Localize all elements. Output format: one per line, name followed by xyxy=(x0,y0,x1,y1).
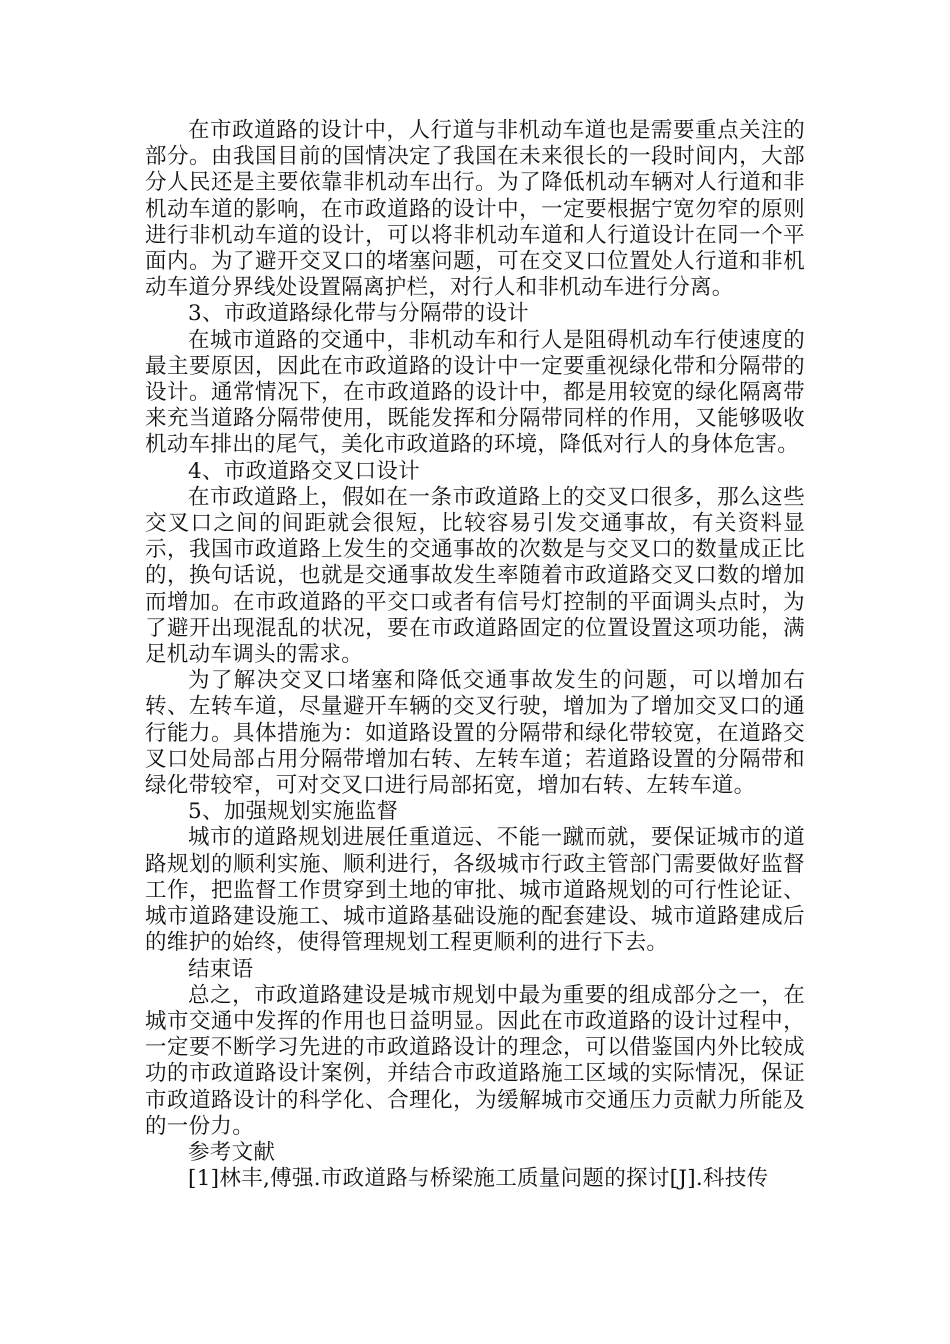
section-heading-intersection: 4、市政道路交叉口设计 xyxy=(188,458,420,484)
paragraph-intersection-accidents: 在市政道路上，假如在一条市政道路上的交叉口很多，那么这些交叉口之间的间距就会很短，比较容易引发交通事故，有关资料显示，我国市政道路上发生的交通事故的次数是与交叉口的数量成正比的，换句话说，也就是交通事故发生率随着市政道路交叉口数的增加而增加。在市政道路的平交口或者有信号灯控制的平面调头点时，为了避开出现混乱的状况，要在市政道路固定的位置设置这项功能，满足机动车调头的需求。 xyxy=(145,484,805,668)
paragraph-greenbelt-design: 在城市道路的交通中，非机动车和行人是阻碍机动车行使速度的最主要原因，因此在市政道路的设计中一定要重视绿化带和分隔带的设计。通常情况下，在市政道路的设计中，都是用较宽的绿化隔离带来充当道路分隔带使用，既能发挥和分隔带同样的作用，又能够吸收机动车排出的尾气，美化市政道路的环境，降低对行人的身体危害。 xyxy=(145,327,805,458)
reference-item: [1]林丰,傅强.市政道路与桥梁施工质量问题的探讨[J].科技传 xyxy=(188,1166,769,1192)
section-heading-references: 参考文献 xyxy=(188,1139,276,1165)
paragraph-sidewalk-design: 在市政道路的设计中，人行道与非机动车道也是需要重点关注的部分。由我国目前的国情决定了我国在未来很长的一段时间内，大部分人民还是主要依靠非机动车出行。为了降低机动车辆对人行道和非机动车道的影响，在市政道路的设计中，一定要根据宁宽勿窄的原则进行非机动车道的设计，可以将非机动车道和人行道设计在同一个平面内。为了避开交叉口的堵塞问题，可在交叉口位置处人行道和非机动车道分界线处设置隔离护栏，对行人和非机动车进行分离。 xyxy=(145,118,805,301)
section-heading-greenbelt: 3、市政道路绿化带与分隔带的设计 xyxy=(188,301,529,327)
paragraph-conclusion: 总之，市政道路建设是城市规划中最为重要的组成部分之一，在城市交通中发挥的作用也日益明显。因此在市政道路的设计过程中，一定要不断学习先进的市政道路设计的理念，可以借鉴国内外比较成功的市政道路设计案例，并结合市政道路施工区域的实际情况，保证市政道路设计的科学化、合理化，为缓解城市交通压力贡献力所能及的一份力。 xyxy=(145,982,805,1139)
paragraph-supervision: 城市的道路规划进展任重道远、不能一蹴而就，要保证城市的道路规划的顺利实施、顺利进行，各级城市行政主管部门需要做好监督工作，把监督工作贯穿到土地的审批、城市道路规划的可行性论证、城市道路建设施工、城市道路基础设施的配套建设、城市道路建成后的维护的始终，使得管理规划工程更顺利的进行下去。 xyxy=(145,825,805,956)
document-page xyxy=(145,118,805,1192)
paragraph-intersection-measures: 为了解决交叉口堵塞和降低交通事故发生的问题，可以增加右转、左转车道，尽量避开车辆的交叉行驶，增加为了增加交叉口的通行能力。具体措施为：如道路设置的分隔带和绿化带较宽，在道路交叉口处局部占用分隔带增加右转、左转车道；若道路设置的分隔带和绿化带较窄，可对交叉口进行局部拓宽，增加右转、左转车道。 xyxy=(145,668,805,799)
section-heading-supervision: 5、加强规划实施监督 xyxy=(188,799,399,825)
section-heading-conclusion: 结束语 xyxy=(188,956,254,982)
